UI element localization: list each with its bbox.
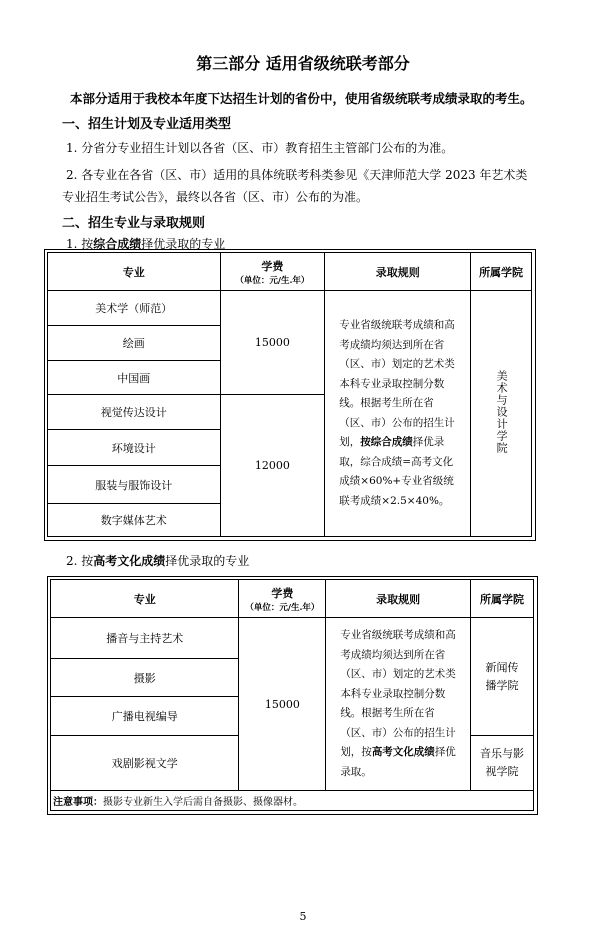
- header-college: 所属学院: [471, 253, 532, 291]
- section1-heading: 一、招生计划及专业适用类型: [62, 117, 232, 132]
- table-row: 播音与主持艺术: [51, 618, 239, 659]
- rule-cell: 专业省级统联考成绩和高考成绩均须达到所在省（区、市）划定的艺术类本科专业录取控制分数线。根据考生所在省（区、市）公布的招生计划，按综合成绩择优录取，综合成绩=高考文化成绩×60%+专业省级统联考成绩×2.5×40%。: [325, 291, 471, 537]
- header-rule: 录取规则: [325, 253, 471, 291]
- college-cell: 美术与设计学院: [471, 291, 532, 537]
- fee-cell: 12000: [220, 395, 325, 537]
- table2: [50, 579, 534, 811]
- header-fee: 学费 （单位：元/生.年）: [220, 253, 325, 291]
- page-title: 第三部分 适用省级统联考部分: [196, 54, 410, 73]
- note-row: 注意事项：摄影专业新生入学后需自备摄影、摄像器材。: [51, 791, 534, 811]
- section1-para2-line1: 2. 各专业在各省（区、市）适用的具体统联考科类参见《天津师范大学 2023 年艺术类: [66, 168, 528, 182]
- section1-para2-line2: 专业招生考试公告》，最终以各省（区、市）公布的为准。: [62, 190, 369, 204]
- rule-cell: 专业省级统联考成绩和高考成绩均须达到所在省（区、市）划定的艺术类本科专业录取控制分数线。根据考生所在省（区、市）公布的招生计划，按高考文化成绩择优录取。: [326, 618, 471, 791]
- college-cell: 新闻传播学院: [471, 618, 534, 736]
- header-rule: 录取规则: [326, 580, 471, 618]
- header-major: 专业: [48, 253, 221, 291]
- page-number: 5: [299, 910, 307, 923]
- fee-cell: 15000: [239, 618, 326, 791]
- header-college: 所属学院: [471, 580, 534, 618]
- table-row: 环境设计: [48, 430, 221, 466]
- table-row: 绘画: [48, 326, 221, 361]
- intro-text: 本部分适用于我校本年度下达招生计划的省份中，使用省级统联考成绩录取的考生。: [70, 91, 533, 106]
- section2-heading: 二、招生专业与录取规则: [62, 216, 206, 231]
- college-cell: 音乐与影视学院: [471, 736, 534, 791]
- table-row: 戏剧影视文学: [51, 736, 239, 791]
- table-row: 数字媒体艺术: [48, 504, 221, 537]
- header-major: 专业: [51, 580, 239, 618]
- section1-para1: 1. 分省分专业招生计划以各省（区、市）教育招生主管部门公布的为准。: [66, 141, 454, 155]
- table-row: 服装与服饰设计: [48, 466, 221, 504]
- fee-cell: 15000: [220, 291, 325, 395]
- table-row: 美术学（师范）: [48, 291, 221, 326]
- table1: [47, 252, 532, 537]
- table-row: 广播电视编导: [51, 697, 239, 736]
- table-row: 摄影: [51, 659, 239, 697]
- table-row: 视觉传达设计: [48, 395, 221, 430]
- subsection2-heading: 2. 按高考文化成绩择优录取的专业: [66, 554, 250, 568]
- subsection1-heading: 1. 按综合成绩择优录取的专业: [66, 237, 226, 251]
- table-row: 中国画: [48, 361, 221, 395]
- header-fee: 学费 （单位：元/生.年）: [239, 580, 326, 618]
